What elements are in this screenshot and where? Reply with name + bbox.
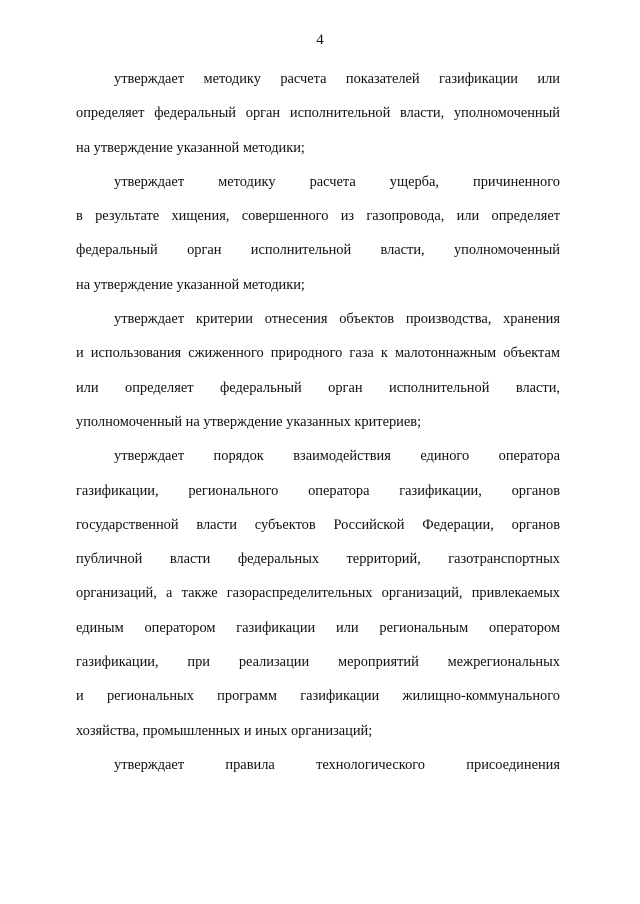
paragraph-line: газификации, при реализации мероприятий межрегиональных: [76, 654, 560, 671]
paragraph-line: и региональных программ газификации жилищно-коммунального: [76, 688, 560, 705]
paragraph-line: утверждает критерии отнесения объектов производства, хранения: [114, 311, 560, 328]
paragraph-5: [76, 748, 560, 782]
paragraph-3: [76, 302, 560, 439]
paragraph-line: на утверждение указанной методики;: [76, 139, 305, 156]
paragraph-line: утверждает методику расчета показателей газификации или: [114, 71, 560, 87]
paragraph-line: утверждает правила технологического присоединения: [114, 756, 560, 773]
paragraph-line: организаций, а также газораспределительных организаций, привлекаемых: [76, 585, 560, 602]
paragraph-line: или определяет федеральный орган исполнительной власти,: [76, 379, 560, 396]
paragraph-2: [76, 165, 560, 302]
paragraph-line: газификации, регионального оператора газификации, органов: [76, 482, 560, 499]
paragraph-4: [76, 439, 560, 748]
paragraph-line: определяет федеральный орган исполнительной власти, уполномоченный: [76, 105, 560, 122]
paragraph-line: утверждает порядок взаимодействия единого оператора: [114, 448, 560, 465]
paragraph-line: единым оператором газификации или региональным оператором: [76, 619, 560, 636]
paragraph-line: публичной власти федеральных территорий, газотранспортных: [76, 551, 560, 568]
page-number: 4: [316, 32, 324, 48]
paragraph-line: федеральный орган исполнительной власти, уполномоченный: [76, 242, 560, 259]
document-body: [76, 62, 560, 782]
paragraph-line: на утверждение указанной методики;: [76, 276, 305, 293]
paragraph-line: хозяйства, промышленных и иных организаций;: [76, 722, 373, 739]
paragraph-line: и использования сжиженного природного газа к малотоннажным объектам: [76, 345, 560, 362]
paragraph-1: [76, 62, 560, 165]
paragraph-line: государственной власти субъектов Российской Федерации, органов: [76, 516, 560, 533]
paragraph-line: в результате хищения, совершенного из газопровода, или определяет: [76, 208, 560, 225]
paragraph-line: утверждает методику расчета ущерба, причиненного: [114, 173, 560, 190]
paragraph-line: уполномоченный на утверждение указанных критериев;: [76, 413, 422, 430]
